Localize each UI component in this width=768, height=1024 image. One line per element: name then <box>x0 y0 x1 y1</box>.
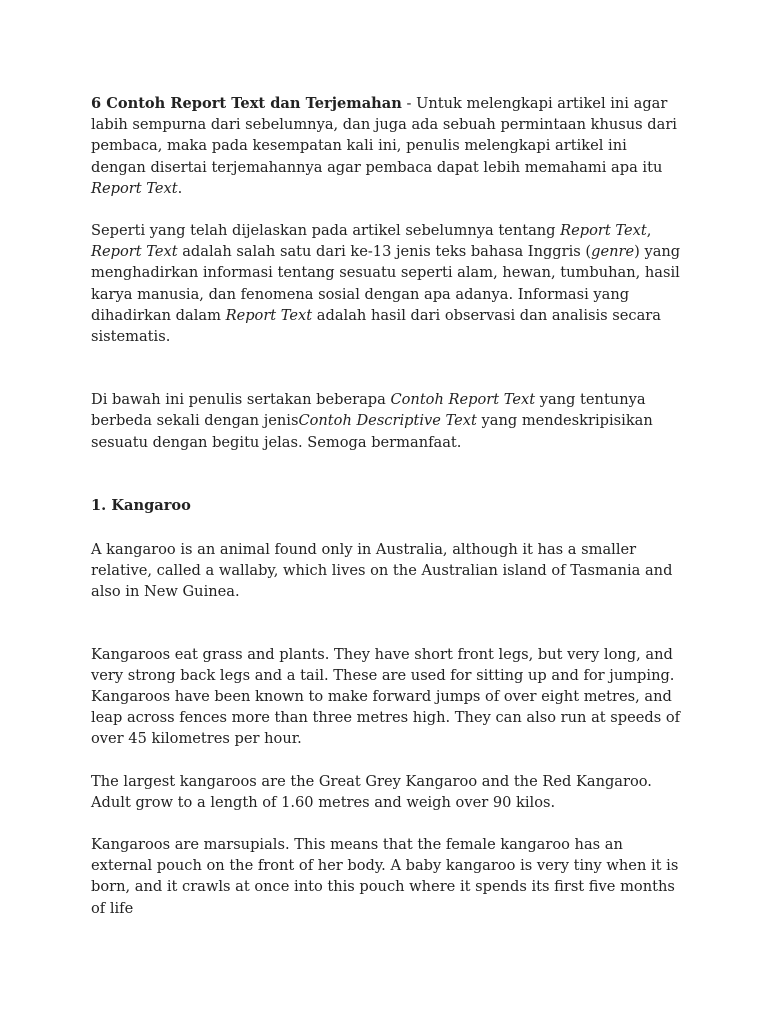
intro-term: Report Text <box>91 179 178 197</box>
kangaroo-paragraph: Kangaroos are marsupials. This means that the female kangaroo has an external pouch on the front of her body. A baby kangaroo is very tiny when it is born, and it crawls at once into this pouch where it spends its first five months of life <box>91 836 679 917</box>
intro-paragraph <box>91 93 681 199</box>
document-page <box>91 93 681 919</box>
examples-term-1: Contoh Report Text <box>390 391 536 409</box>
title-separator: - <box>401 95 417 112</box>
definition-text-4: ) yang menghadirkan informasi tentang sesuatu seperti alam, hewan, tumbuhan, hasil karya manusia, dan fenomena sosial dengan apa adanya. Informasi yang dihadirkan dalam <box>91 243 681 324</box>
definition-term-3: genre <box>591 243 635 261</box>
examples-text-2: yang tentunya berbeda sekali dengan jenis <box>91 391 646 430</box>
examples-paragraph <box>91 389 681 453</box>
kangaroo-paragraph: A kangaroo is an animal found only in Australia, although it has a smaller relative, called a wallaby, which lives on the Australian island of Tasmania and also in New Guinea. <box>91 541 673 601</box>
definition-text-2: , <box>646 222 652 240</box>
intro-end: . <box>177 179 183 197</box>
definition-paragraph <box>91 220 681 347</box>
kangaroo-paragraph: Kangaroos eat grass and plants. They have short front legs, but very long, and very strong back legs and a tail. These are used for sitting up and for jumping. Kangaroos have been known to make forward jumps of over eight metres, and leap across fences more than three metres high. They can also run at speeds of over 45 kilometres per hour. <box>91 645 681 748</box>
section-heading: 1. Kangaroo <box>91 496 191 514</box>
definition-term-2: Report Text <box>91 243 178 261</box>
kangaroo-paragraph: The largest kangaroos are the Great Grey Kangaroo and the Red Kangaroo. Adult grow to a length of 1.60 metres and weigh over 90 kilos. <box>91 772 652 811</box>
intro-text: Untuk melengkapi artikel ini agar labih sempurna dari sebelumnya, dan juga ada sebuah permintaan khusus dari pembaca, maka pada kesempatan kali ini, penulis melengkapi artikel ini dengan disertai terjemahannya agar pembaca dapat lebih memahami apa itu <box>91 95 677 176</box>
definition-text-1: Seperti yang telah dijelaskan pada artikel sebelumnya tentang <box>91 222 561 240</box>
examples-text-3: yang mendeskripisikan sesuatu dengan begitu jelas. Semoga bermanfaat. <box>91 412 653 451</box>
definition-term-1: Report Text <box>560 222 647 240</box>
definition-term-4: Report Text <box>225 306 313 324</box>
examples-text-1: Di bawah ini penulis sertakan beberapa <box>91 391 391 409</box>
examples-term-2: Contoh Descriptive Text <box>298 412 477 430</box>
definition-text-5: adalah hasil dari observasi dan analisis secara sistematis. <box>91 306 661 346</box>
article-title: 6 Contoh Report Text dan Terjemahan <box>91 95 402 112</box>
definition-text-3: adalah salah satu dari ke-13 jenis teks bahasa Inggris ( <box>177 243 592 261</box>
